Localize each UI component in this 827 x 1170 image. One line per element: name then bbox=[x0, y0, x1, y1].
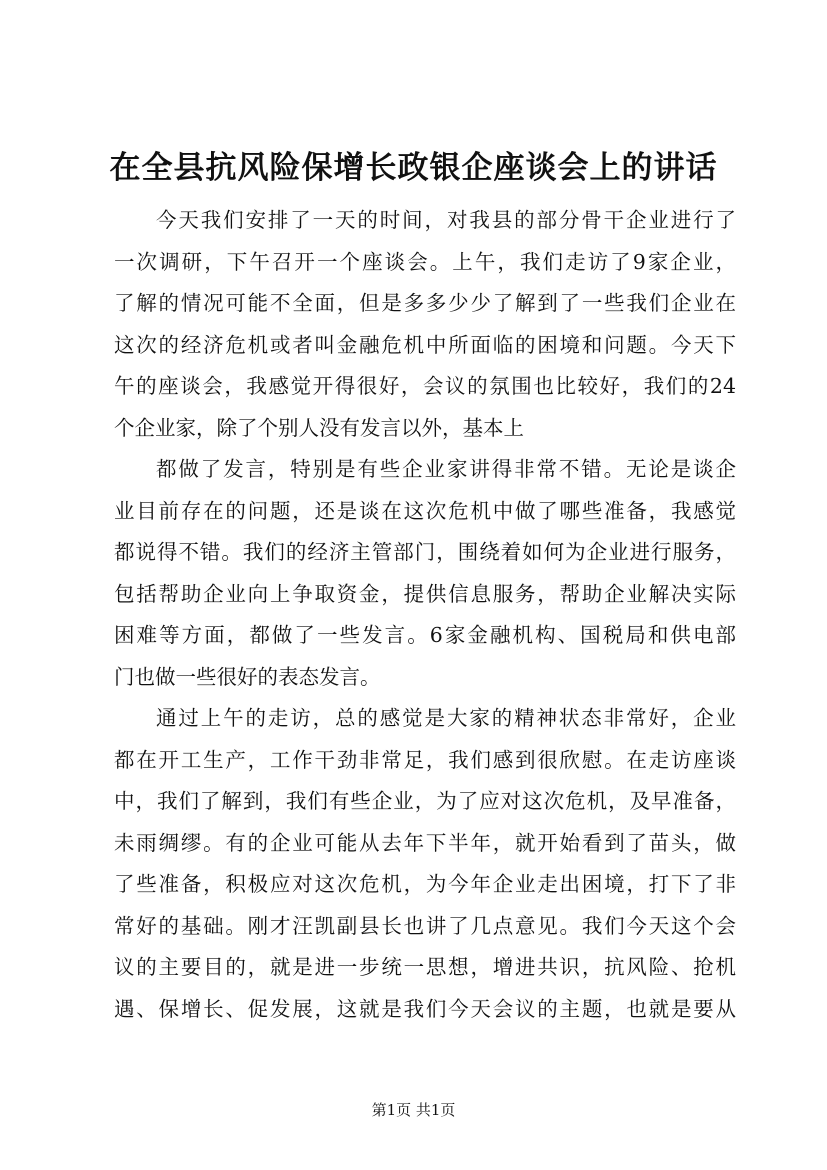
text-line: 常好的基础。刚才汪凯副县长也讲了几点意见。我们今天这个会 bbox=[114, 913, 736, 938]
text-line: 一次调研，下午召开一个座谈会。上午，我们走访了9家企业， bbox=[114, 249, 736, 274]
text-line: 困难等方面，都做了一些发言。6家金融机构、国税局和供电部 bbox=[114, 623, 736, 647]
document-body bbox=[114, 200, 736, 1030]
text-line: 都做了发言，特别是有些企业家讲得非常不错。无论是谈企 bbox=[156, 457, 736, 481]
text-line: 议的主要目的，就是进一步统一思想，增进共识，抗风险、抢机 bbox=[114, 955, 736, 979]
text-line: 了些准备，积极应对这次危机，为今年企业走出困境，打下了非 bbox=[114, 872, 736, 896]
text-line: 门也做一些很好的表态发言。 bbox=[114, 664, 381, 689]
text-line: 包括帮助企业向上争取资金，提供信息服务，帮助企业解决实际 bbox=[114, 581, 736, 606]
text-line: 遇、保增长、促发展，这就是我们今天会议的主题，也就是要从 bbox=[114, 996, 736, 1021]
text-line: 都说得不错。我们的经济主管部门，围绕着如何为企业进行服务， bbox=[114, 540, 736, 564]
text-line: 业目前存在的问题，还是谈在这次危机中做了哪些准备，我感觉 bbox=[114, 498, 736, 523]
text-line: 这次的经济危机或者叫金融危机中所面临的困境和问题。今天下 bbox=[114, 332, 736, 357]
document-title: 在全县抗风险保增长政银企座谈会上的讲话 bbox=[109, 150, 718, 186]
paragraph-3 bbox=[114, 698, 736, 1030]
text-line: 今天我们安排了一天的时间，对我县的部分骨干企业进行了 bbox=[156, 208, 736, 232]
paragraph-1 bbox=[114, 200, 736, 449]
text-line: 未雨绸缪。有的企业可能从去年下半年，就开始看到了苗头，做 bbox=[114, 830, 736, 855]
page-footer: 第1页 共1页 bbox=[371, 1101, 456, 1119]
text-line: 个企业家，除了个别人没有发言以外，基本上 bbox=[114, 415, 524, 440]
text-line: 中，我们了解到，我们有些企业，为了应对这次危机，及早准备， bbox=[114, 789, 736, 813]
paragraph-2 bbox=[114, 449, 736, 698]
text-line: 午的座谈会，我感觉开得很好，会议的氛围也比较好，我们的24 bbox=[114, 374, 736, 398]
text-line: 通过上午的走访，总的感觉是大家的精神状态非常好，企业 bbox=[156, 706, 736, 730]
text-line: 了解的情况可能不全面，但是多多少少了解到了一些我们企业在 bbox=[114, 291, 736, 315]
text-line: 都在开工生产，工作干劲非常足，我们感到很欣慰。在走访座谈 bbox=[114, 747, 736, 772]
